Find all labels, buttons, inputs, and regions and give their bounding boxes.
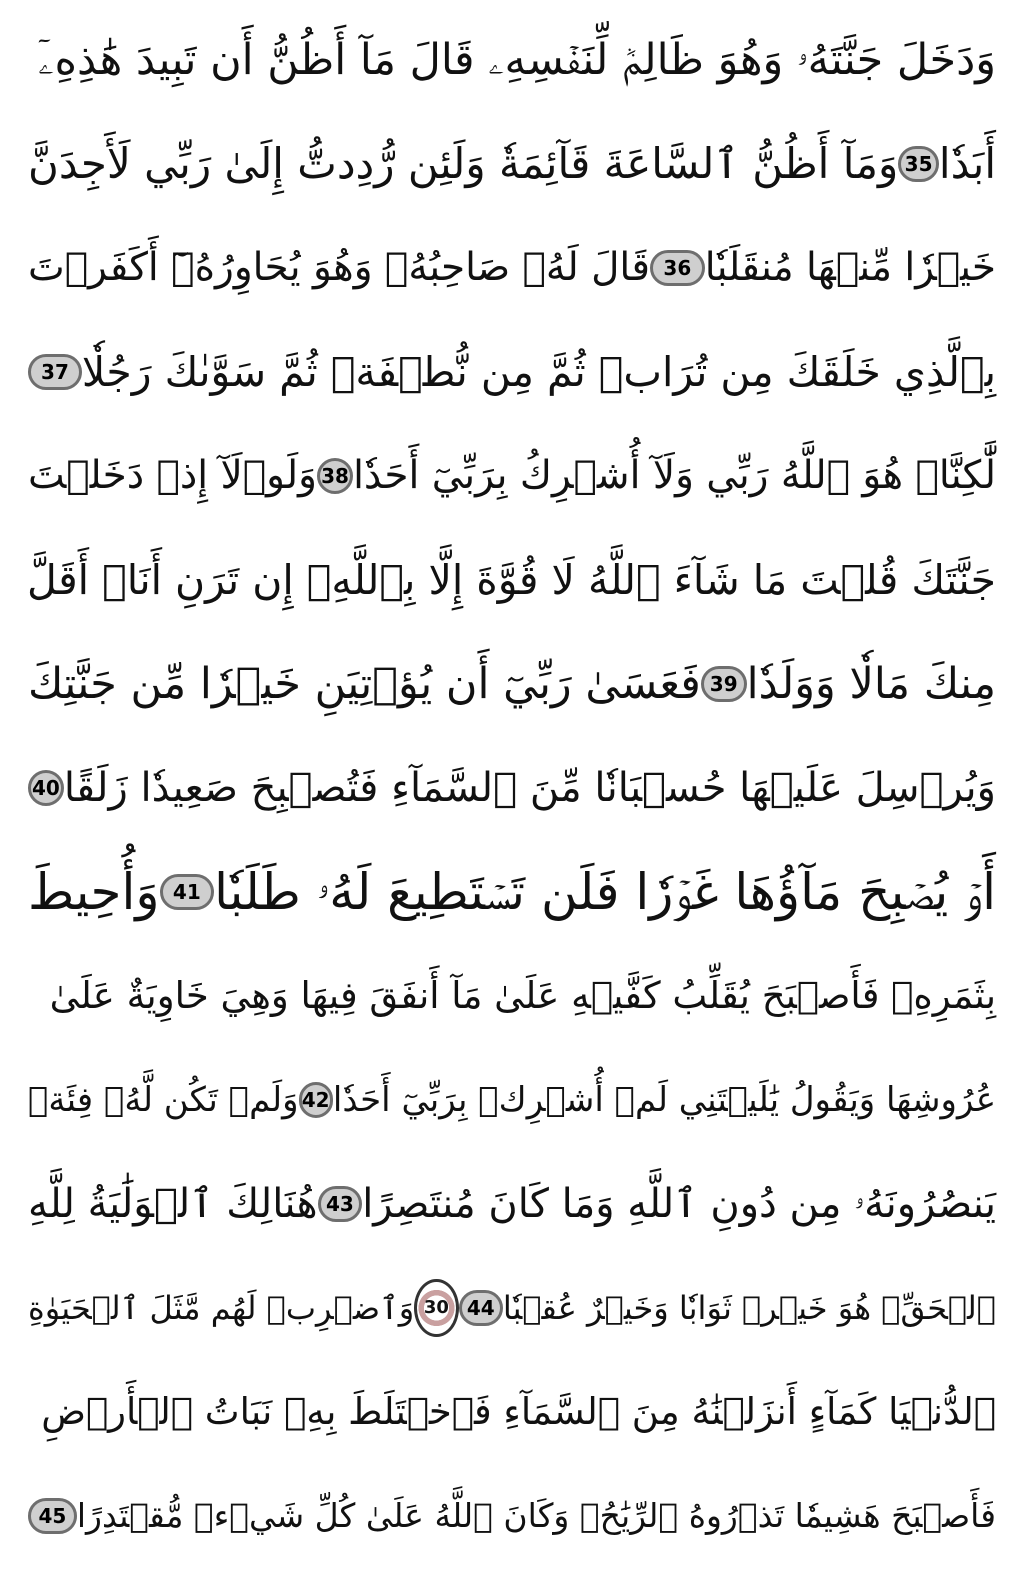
ayah-number-marker: 45 bbox=[28, 1498, 77, 1534]
verse-text: فَعَسَىٰ رَبِّيٓ أَن يُؤۡتِيَنِ خَيۡرٗا مِّن جَنَّتِكَ bbox=[28, 659, 701, 709]
verse-text: ٱلدُّنۡيَا كَمَآءٍ أَنزَلۡنَٰهُ مِنَ ٱلسَّمَآءِ فَٱخۡتَلَطَ بِهِۦ نَبَاتُ ٱلۡأَرۡضِ bbox=[41, 1390, 996, 1433]
verse-text: وَٱضۡرِبۡ لَهُم مَّثَلَ ٱلۡحَيَوٰةِ bbox=[28, 1289, 415, 1327]
verse-text: بِثَمَرِهِۦ فَأَصۡبَحَ يُقَلِّبُ كَفَّيۡهِ عَلَىٰ مَآ أَنفَقَ فِيهَا وَهِيَ خَاوِيَةٌ عَلَىٰ bbox=[49, 974, 996, 1017]
verse-text: قَالَ لَهُۥ صَاحِبُهُۥ وَهُوَ يُحَاوِرُهُۥٓ أَكَفَرۡتَ bbox=[28, 245, 650, 290]
text-line bbox=[28, 322, 996, 422]
verse-text: وَلَوۡلَآ إِذۡ دَخَلۡتَ bbox=[28, 453, 317, 498]
text-line bbox=[28, 530, 996, 630]
verse-text: هُنَالِكَ ٱلۡوَلَٰيَةُ لِلَّهِ bbox=[28, 1181, 318, 1227]
text-line bbox=[28, 634, 996, 734]
text-line bbox=[28, 1258, 996, 1358]
verse-text: خَيۡرٗا مِّنۡهَا مُنقَلَبٗا bbox=[704, 245, 996, 290]
text-line bbox=[28, 842, 996, 942]
verse-text: وَيُرۡسِلَ عَلَيۡهَا حُسۡبَانٗا مِّنَ ٱلسَّمَآءِ فَتُصۡبِحَ صَعِيدٗا زَلَقًا bbox=[63, 765, 996, 811]
verse-text: وَدَخَلَ جَنَّتَهُۥ وَهُوَ ظَالِمٞ لِّنَفۡسِهِۦ قَالَ مَآ أَظُنُّ أَن تَبِيدَ هَٰذِهِۦٓ bbox=[38, 35, 996, 85]
text-line bbox=[28, 738, 996, 838]
text-line bbox=[28, 946, 996, 1046]
verse-text: مِنكَ مَالٗا وَوَلَدٗا bbox=[746, 659, 996, 709]
verse-text: يَنصُرُونَهُۥ مِن دُونِ ٱللَّهِ وَمَا كَانَ مُنتَصِرًا bbox=[362, 1181, 996, 1227]
verse-text: فَأَصۡبَحَ هَشِيمٗا تَذۡرُوهُ ٱلرِّيَٰحُۗ وَكَانَ ٱللَّهُ عَلَىٰ كُلِّ شَيۡءٖ مُّقۡتَدِرًا bbox=[76, 1496, 996, 1535]
text-line bbox=[28, 1050, 996, 1150]
verse-text: جَنَّتَكَ قُلۡتَ مَا شَآءَ ٱللَّهُ لَا قُوَّةَ إِلَّا بِٱللَّهِۚ إِن تَرَنِ أَنَا۠ أَقَلَّ bbox=[27, 556, 996, 604]
text-line bbox=[28, 426, 996, 526]
verse-text: عُرُوشِهَا وَيَقُولُ يَٰلَيۡتَنِي لَمۡ أُشۡرِكۡ بِرَبِّيٓ أَحَدٗا bbox=[332, 1080, 996, 1120]
verse-text: وَأُحِيطَ bbox=[28, 863, 160, 921]
verse-text: بِٱلَّذِي خَلَقَكَ مِن تُرَابٖ ثُمَّ مِن نُّطۡفَةٖ ثُمَّ سَوَّىٰكَ رَجُلٗا bbox=[81, 348, 996, 396]
text-line bbox=[28, 218, 996, 318]
text-line bbox=[28, 1466, 996, 1566]
text-line bbox=[28, 10, 996, 110]
verse-text: لَّٰكِنَّا۠ هُوَ ٱللَّهُ رَبِّي وَلَآ أُشۡرِكُ بِرَبِّيٓ أَحَدٗا bbox=[353, 453, 996, 498]
verse-text: أَوۡ يُصۡبِحَ مَآؤُهَا غَوۡرٗا فَلَن تَسۡتَطِيعَ لَهُۥ طَلَبٗا bbox=[214, 863, 996, 921]
verse-text: وَلَمۡ تَكُن لَّهُۥ فِئَةٞ bbox=[28, 1080, 299, 1120]
ayah-number-marker: 43 bbox=[318, 1186, 363, 1222]
ayah-number-marker: 41 bbox=[160, 874, 215, 910]
text-line bbox=[28, 1362, 996, 1462]
text-line bbox=[28, 1154, 996, 1254]
ayah-number-marker: 39 bbox=[701, 666, 747, 702]
verse-text: وَمَآ أَظُنُّ ٱلسَّاعَةَ قَآئِمَةٗ وَلَئِن رُّدِدتُّ إِلَىٰ رَبِّي لَأَجِدَنَّ bbox=[28, 139, 899, 188]
ayah-number-marker: 35 bbox=[898, 146, 939, 182]
ayah-number-marker: 42 bbox=[299, 1082, 333, 1118]
ayah-number-marker: 38 bbox=[317, 458, 353, 494]
text-line bbox=[28, 114, 996, 214]
hizb-marker-icon: 30 bbox=[414, 1279, 458, 1337]
ayah-number-marker: 37 bbox=[28, 354, 82, 390]
ayah-number-marker: 36 bbox=[650, 250, 705, 286]
ayah-number-marker: 44 bbox=[459, 1290, 503, 1326]
verse-text: ٱلۡحَقِّۚ هُوَ خَيۡرٞ ثَوَابٗا وَخَيۡرٌ عُقۡبٗا bbox=[502, 1289, 996, 1327]
ayah-number-marker: 40 bbox=[28, 770, 64, 806]
verse-text: أَبَدٗا bbox=[938, 139, 996, 188]
